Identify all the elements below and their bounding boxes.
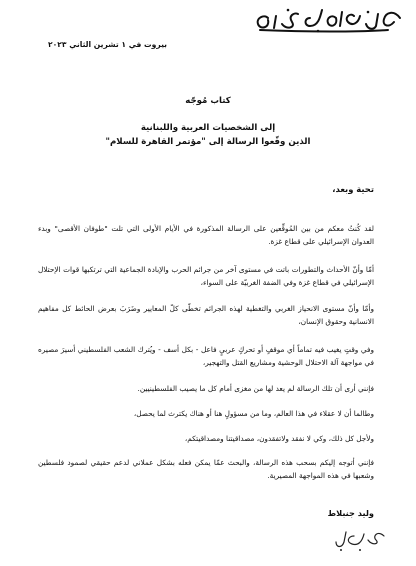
paragraph: ولأجل كل ذلك، وكي لا نفقد ولاتفقدون، مصداقيتنا ومصداقيتكم، xyxy=(184,434,374,443)
greeting: تحية وبعد، xyxy=(332,184,374,194)
letter-recipients-line2: الذين وقّعوا الرسالة إلى "مؤتمر القاهرة للسلام" xyxy=(105,137,311,147)
letter-recipients-line1: إلى الشخصيات العربية واللبنانية xyxy=(140,123,276,133)
paragraph: فإنني أتوجه إليكم بسحب هذه الرسالة، والبحث عمّا يمكن فعله بشكل عملاني لدعم حقيقي لصمود فلسطين وشعبها في هذه المواجهة المصيرية. xyxy=(38,458,374,480)
letter-date: بيروت في ١ تشرين الثاني ٢٠٢٣ xyxy=(48,40,168,49)
paragraph: وفي وقتٍ يغيب فيه تماماً أي موقفٍ أو تحركٍ عربيٍ فاعل - بكل أسف - ويُترك الشعب الفلسطيني أسيرَ مصيره في مواجهة آلة الاحتلال الوحشية ومشاريع القتل والتهجير، xyxy=(38,345,374,367)
letter-title: كتاب مُوجّه xyxy=(185,96,231,106)
paragraph: فإنني أرى أن تلك الرسالة لم يعد لها من مغزى أمام كل ما يصيب الفلسطينيين. xyxy=(137,384,374,393)
header-signature-logo xyxy=(248,4,408,34)
paragraph: وطالما أن لا عقلاء في هذا العالم، وما من مسؤولٍ هنا أو هناك يكترث لما يحصل، xyxy=(133,409,374,418)
paragraph: وأمّا وأنّ مستوى الانحياز الغربي والتغطية لهذه الجرائم تخطّى كلّ المعايير وضَرَبَ بعرض الحائط كل مفاهيم الانسانية وحقوق الإنسان، xyxy=(38,304,374,326)
paragraph: أمّا وأنّ الأحداث والتطورات باتت في مستوى آخر من جرائم الحرب والإبادة الجماعية التي ترتكبها قوات الإحتلال الإسرائيلي في قطاع غزة وفي الضفة الغربيّة على السواء، xyxy=(38,265,374,287)
handwritten-signature xyxy=(332,526,390,554)
paragraph: لقد كُنتُ معكم من بين المُوقِّعين على الرسالة المذكورة في الأيام الأولى التي تلت "طوفان الأقصى" وبدء العدوان الإسرائيلي على قطاع غزة. xyxy=(38,224,374,246)
signer-name: وليد جنبلاط xyxy=(327,508,374,518)
